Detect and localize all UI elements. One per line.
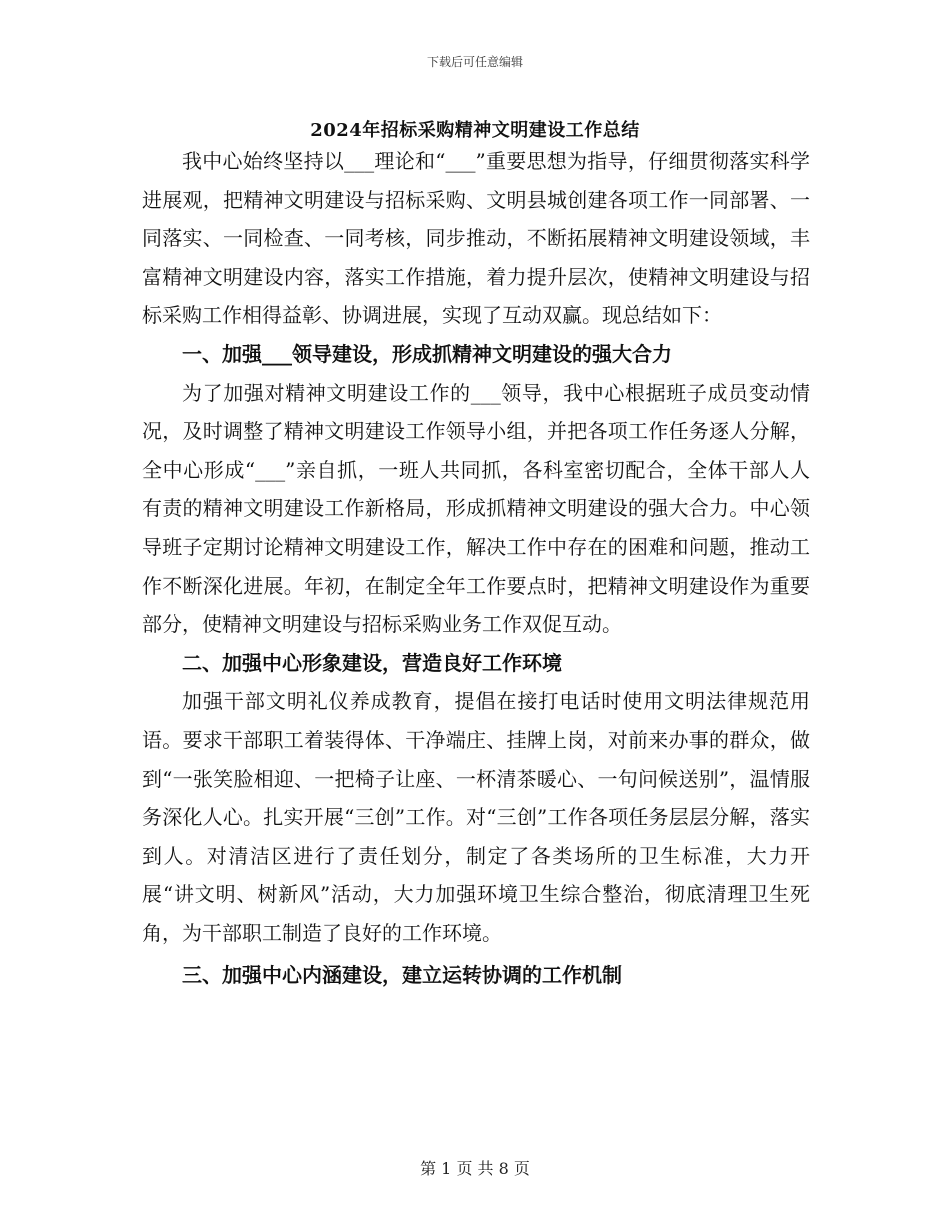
section-2-paragraph: 加强干部文明礼仪养成教育，提倡在接打电话时使用文明法律规范用语。要求干部职工着装得体、干净端庄、挂牌上岗，对前来办事的群众，做到“一张笑脸相迎、一把椅子让座、一杯清茶暖心、一句问候送别”，温情服务深化人心。扎实开展“三创”工作。对“三创”工作各项任务层层分解，落实到人。对清洁区进行了责任划分，制定了各类场所的卫生标准，大力开展“讲文明、树新风”活动，大力加强环境卫生综合整治，彻底清理卫生死角，为干部职工制造了良好的工作环境。 bbox=[142, 689, 810, 945]
document-title: 2024年招标采购精神文明建设工作总结 bbox=[310, 120, 640, 141]
section-1-heading: 一、加强___领导建设，形成抓精神文明建设的强大合力 bbox=[182, 341, 672, 366]
page-number-footer: 第 1 页 共 8 页 bbox=[420, 1159, 530, 1178]
section-1-paragraph: 为了加强对精神文明建设工作的___领导，我中心根据班子成员变动情况，及时调整了精神文明建设工作领导小组，并把各项工作任务逐人分解，全中心形成“___”亲自抓，一班人共同抓，各科室密切配合，全体干部人人有责的精神文明建设工作新格局，形成抓精神文明建设的强大合力。中心领导班子定期讨论精神文明建设工作，解决工作中存在的困难和问题，推动工作不断深化进展。年初，在制定全年工作要点时，把精神文明建设作为重要部分，使精神文明建设与招标采购业务工作双促互动。 bbox=[142, 380, 810, 637]
document-body bbox=[142, 142, 810, 995]
intro-paragraph: 我中心始终坚持以___理论和“___”重要思想为指导，仔细贯彻落实科学进展观，把精神文明建设与招标采购、文明县城创建各项工作一同部署、一同落实、一同检查、一同考核，同步推动，不断拓展精神文明建设领域，丰富精神文明建设内容，落实工作措施，着力提升层次，使精神文明建设与招标采购工作相得益彰、协调进展，实现了互动双赢。现总结如下： bbox=[142, 149, 810, 328]
section-2-heading: 二、加强中心形象建设，营造良好工作环境 bbox=[182, 650, 562, 675]
page-header-note: 下载后可任意编辑 bbox=[426, 55, 523, 69]
section-3-heading: 三、加强中心内涵建设，建立运转协调的工作机制 bbox=[182, 963, 622, 988]
